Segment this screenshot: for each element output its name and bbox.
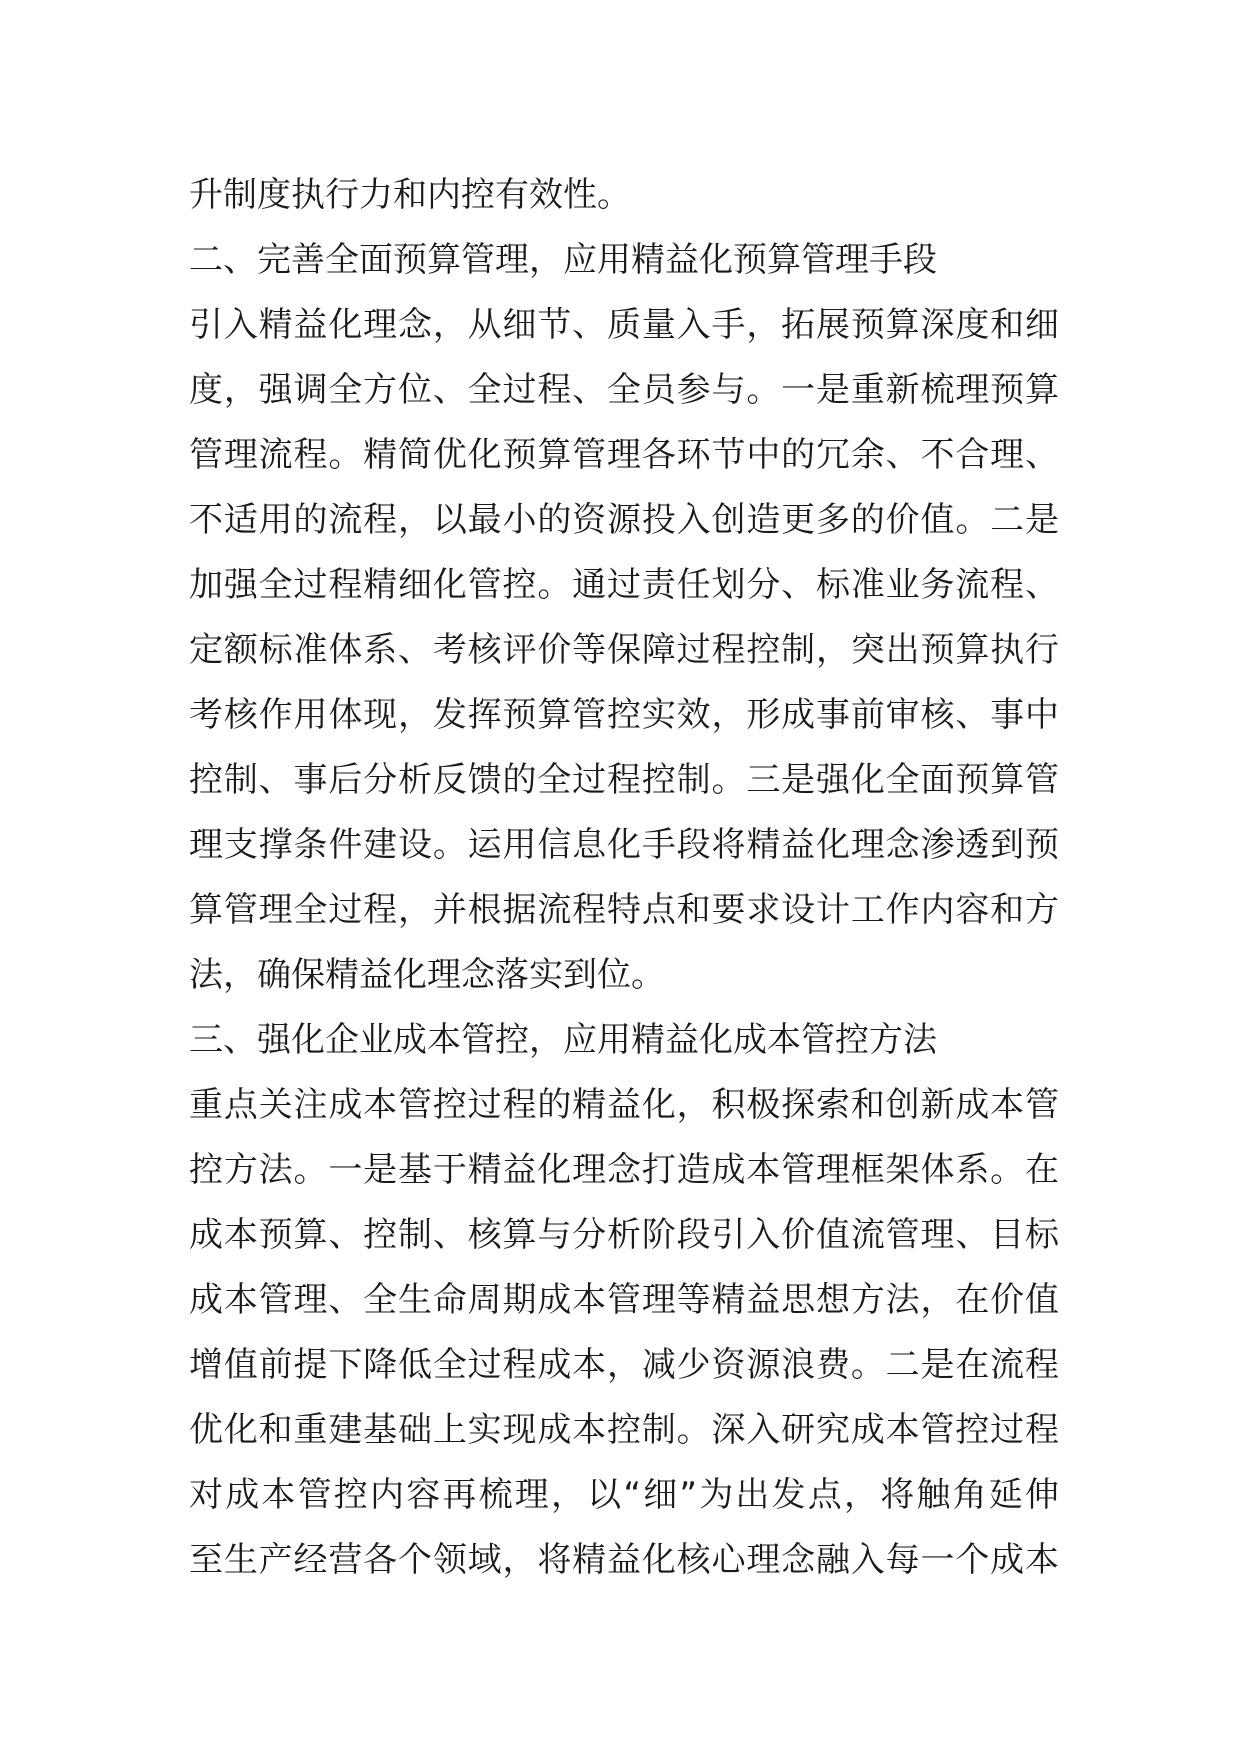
section-heading-3: 三、强化企业成本管控，应用精益化成本管控方法 xyxy=(189,1020,937,1060)
text-line-5: 管理流程。精简优化预算管理各环节中的冗余、不合理、 xyxy=(189,435,1059,475)
text-line-19: 增值前提下降低全过程成本，减少资源浪费。二是在流程 xyxy=(189,1345,1059,1385)
text-line-22: 至生产经营各个领域，将精益化核心理念融入每一个成本 xyxy=(189,1540,1059,1580)
document-page xyxy=(189,163,1059,1593)
text-line-18: 成本管理、全生命周期成本管理等精益思想方法，在价值 xyxy=(189,1280,1059,1320)
text-line-17: 成本预算、控制、核算与分析阶段引入价值流管理、目标 xyxy=(189,1215,1059,1255)
text-line-15: 重点关注成本管控过程的精益化，积极探索和创新成本管 xyxy=(189,1085,1059,1125)
text-line-4: 度，强调全方位、全过程、全员参与。一是重新梳理预算 xyxy=(189,370,1059,410)
text-line-10: 控制、事后分析反馈的全过程控制。三是强化全面预算管 xyxy=(189,760,1059,800)
text-line-3: 引入精益化理念，从细节、质量入手，拓展预算深度和细 xyxy=(189,305,1059,345)
text-line-13: 法，确保精益化理念落实到位。 xyxy=(189,955,665,995)
text-line-8: 定额标准体系、考核评价等保障过程控制，突出预算执行 xyxy=(189,630,1059,670)
text-line-11: 理支撑条件建设。运用信息化手段将精益化理念渗透到预 xyxy=(189,825,1059,865)
text-line-16: 控方法。一是基于精益化理念打造成本管理框架体系。在 xyxy=(189,1150,1059,1190)
text-line-21: 对成本管控内容再梳理，以“细”为出发点，将触角延伸 xyxy=(189,1475,1059,1515)
text-line-1: 升制度执行力和内控有效性。 xyxy=(189,175,631,215)
text-line-20: 优化和重建基础上实现成本控制。深入研究成本管控过程 xyxy=(189,1410,1059,1450)
section-heading-2: 二、完善全面预算管理，应用精益化预算管理手段 xyxy=(189,240,937,280)
text-line-9: 考核作用体现，发挥预算管控实效，形成事前审核、事中 xyxy=(189,695,1059,735)
text-line-6: 不适用的流程，以最小的资源投入创造更多的价值。二是 xyxy=(189,500,1059,540)
text-line-7: 加强全过程精细化管控。通过责任划分、标准业务流程、 xyxy=(189,565,1059,605)
text-line-12: 算管理全过程，并根据流程特点和要求设计工作内容和方 xyxy=(189,890,1059,930)
